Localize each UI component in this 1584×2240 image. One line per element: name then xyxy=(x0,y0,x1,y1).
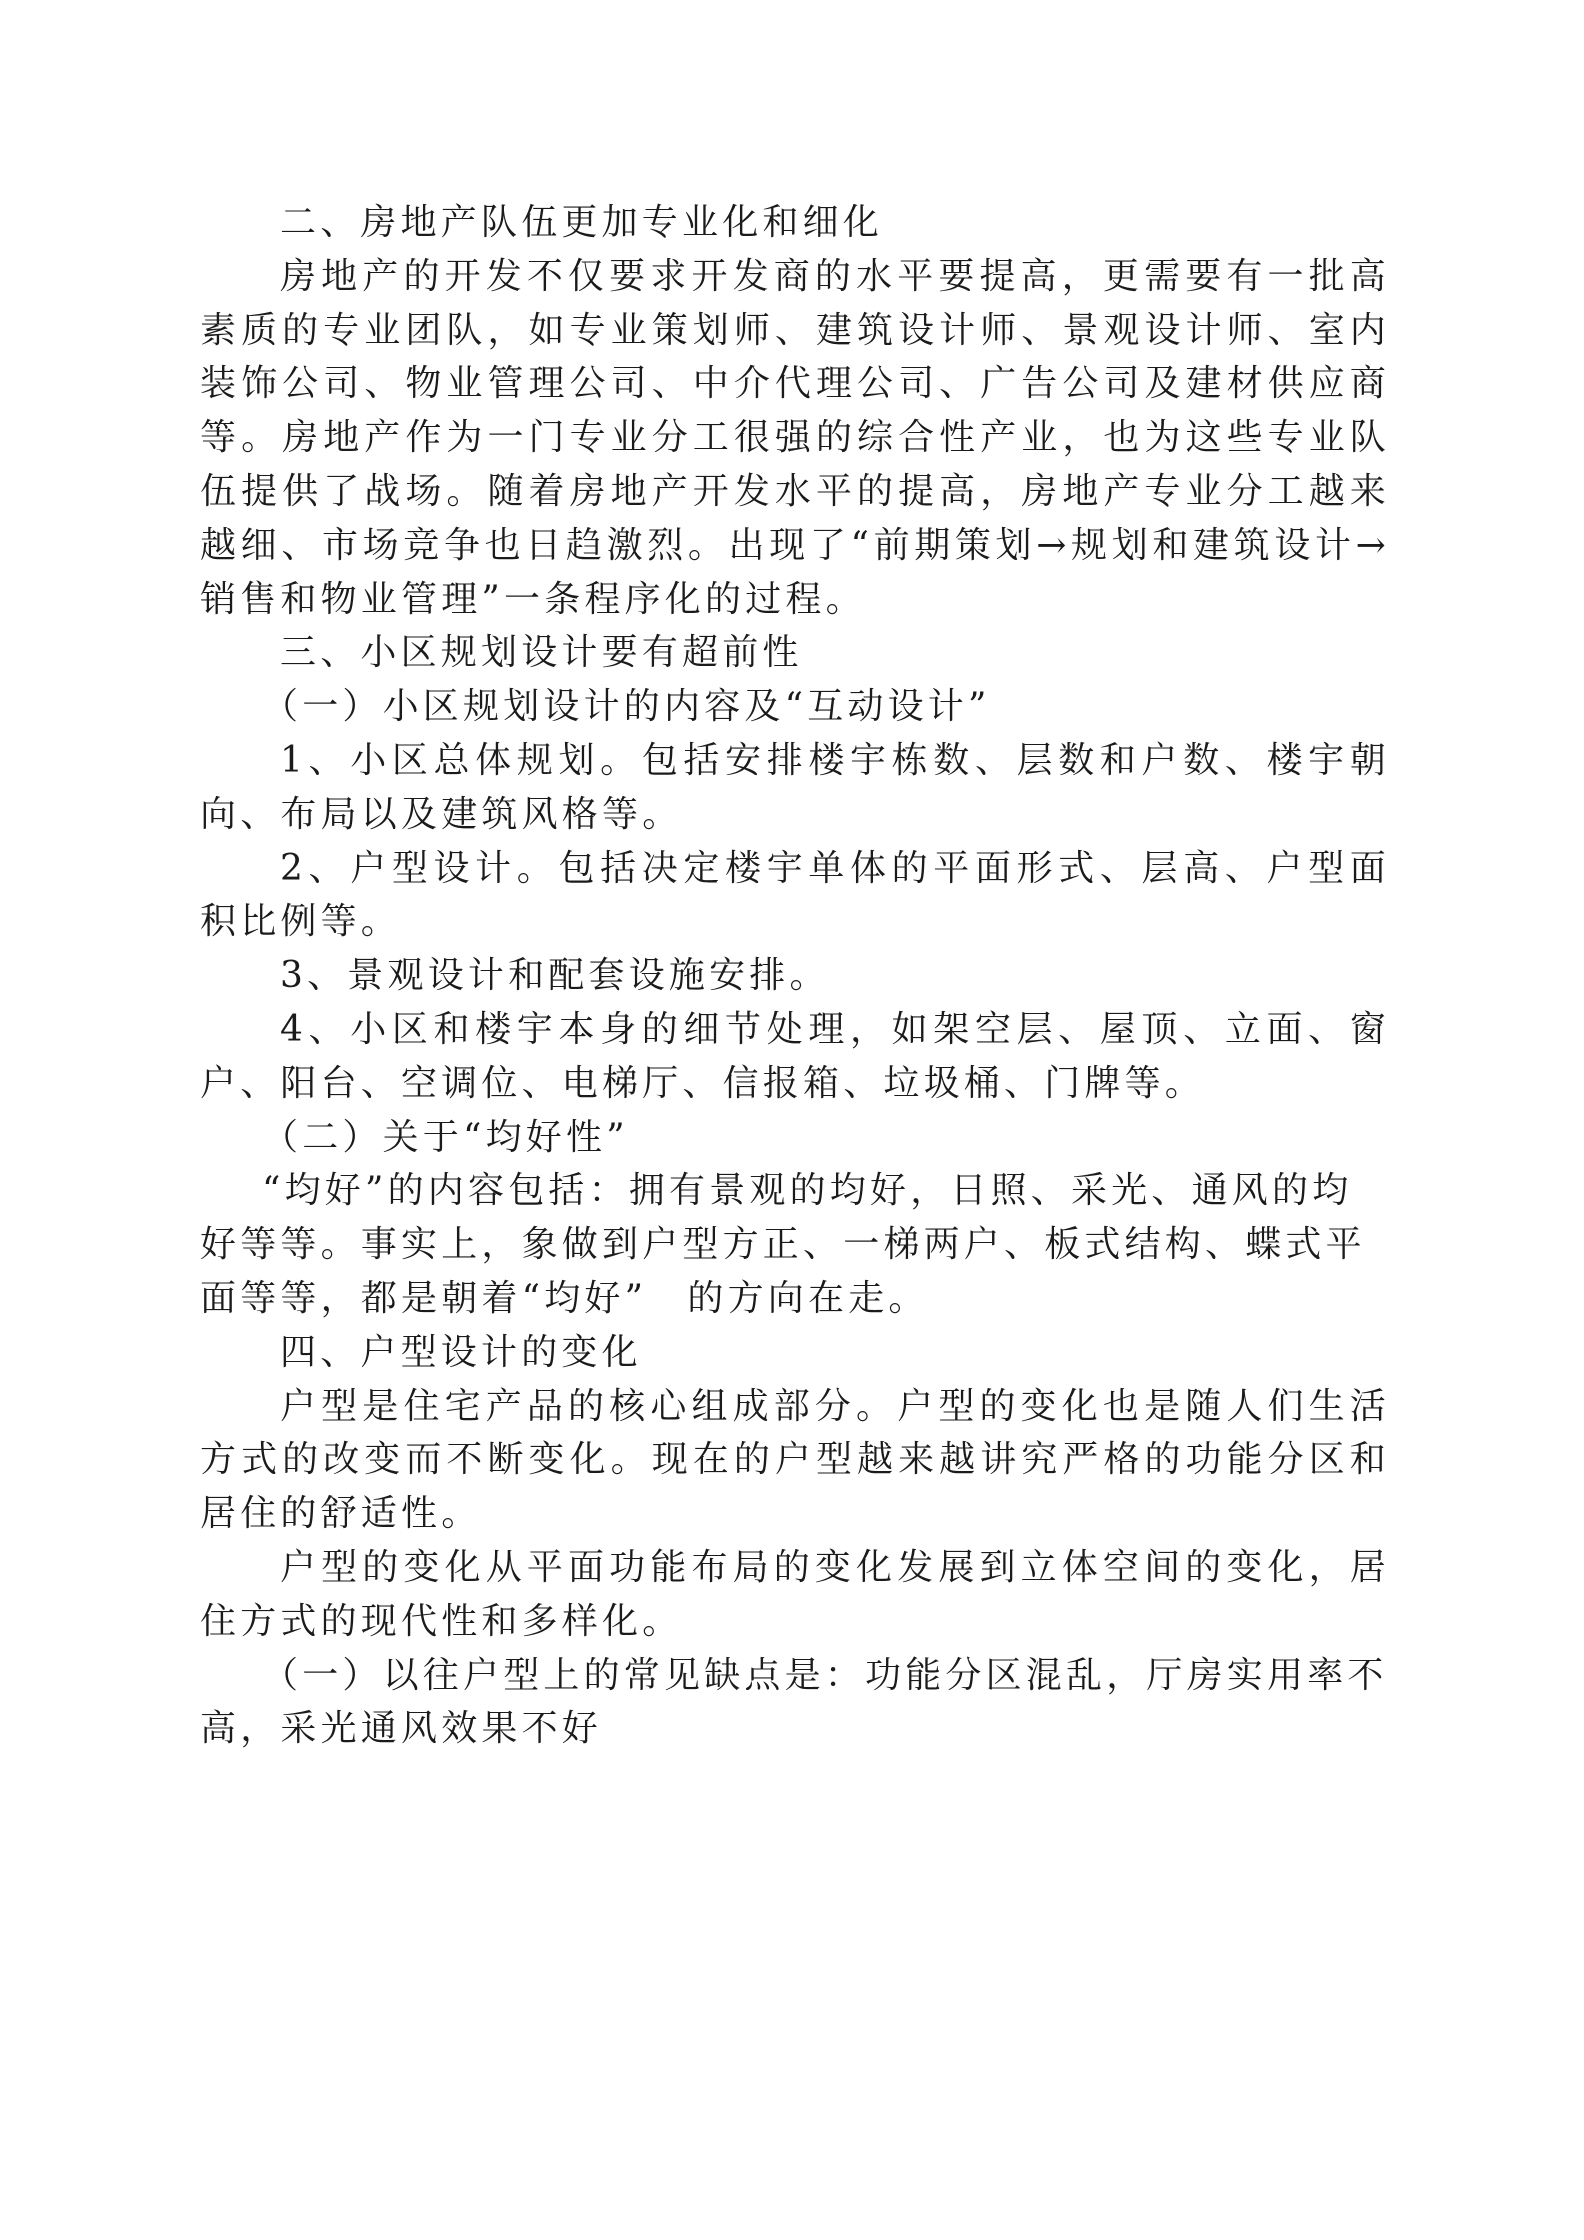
list-item-2: 2、户型设计。包括决定楼宇单体的平面形式、层高、户型面积比例等。 xyxy=(200,847,1390,943)
paragraph-unit-core: 户型是住宅产品的核心组成部分。户型的变化也是随人们生活方式的改变而不断变化。现在的户型越来越讲究严格的功能分区和居住的舒适性。 xyxy=(200,1385,1390,1535)
section-heading-2: 二、房地产队伍更加专业化和细化 xyxy=(280,202,884,243)
list-item-3: 3、景观设计和配套设施安排。 xyxy=(280,955,830,997)
subsection-heading-3-1: （一）小区规划设计的内容及“互动设计” xyxy=(262,686,991,728)
list-item-1: 1、小区总体规划。包括安排楼宇栋数、层数和户数、楼宇朝向、布局以及建筑风格等。 xyxy=(200,739,1390,835)
paragraph-past-defects: （一）以往户型上的常见缺点是：功能分区混乱，厅房实用率不高，采光通风效果不好 xyxy=(200,1654,1388,1750)
section-heading-4: 四、户型设计的变化 xyxy=(280,1331,642,1373)
document-body xyxy=(200,196,1390,1756)
section-heading-3: 三、小区规划设计要有超前性 xyxy=(280,632,803,674)
paragraph-unit-evolution: 户型的变化从平面功能布局的变化发展到立体空间的变化，居住方式的现代性和多样化。 xyxy=(200,1546,1390,1642)
paragraph-balance: “均好”的内容包括：拥有景观的均好，日照、采光、通风的均好等等。事实上，象做到户型方正、一梯两户、板式结构、蝶式平面等等，都是朝着“均好” 的方向在走。 xyxy=(200,1170,1366,1319)
list-item-4: 4、小区和楼宇本身的细节处理，如架空层、屋顶、立面、窗户、阳台、空调位、电梯厅、信报箱、垃圾桶、门牌等。 xyxy=(200,1008,1390,1104)
paragraph-professional-teams: 房地产的开发不仅要求开发商的水平要提高，更需要有一批高素质的专业团队，如专业策划师、建筑设计师、景观设计师、室内装饰公司、物业管理公司、中介代理公司、广告公司及建材供应商等。房地产作为一门专业分工很强的综合性产业，也为这些专业队伍提供了战场。随着房地产开发水平的提高，房地产专业分工越来越细、市场竞争也日趋激烈。出现了“前期策划→规划和建筑设计→销售和物业管理”一条程序化的过程。 xyxy=(200,255,1390,620)
subsection-heading-3-2: （二）关于“均好性” xyxy=(262,1116,629,1158)
